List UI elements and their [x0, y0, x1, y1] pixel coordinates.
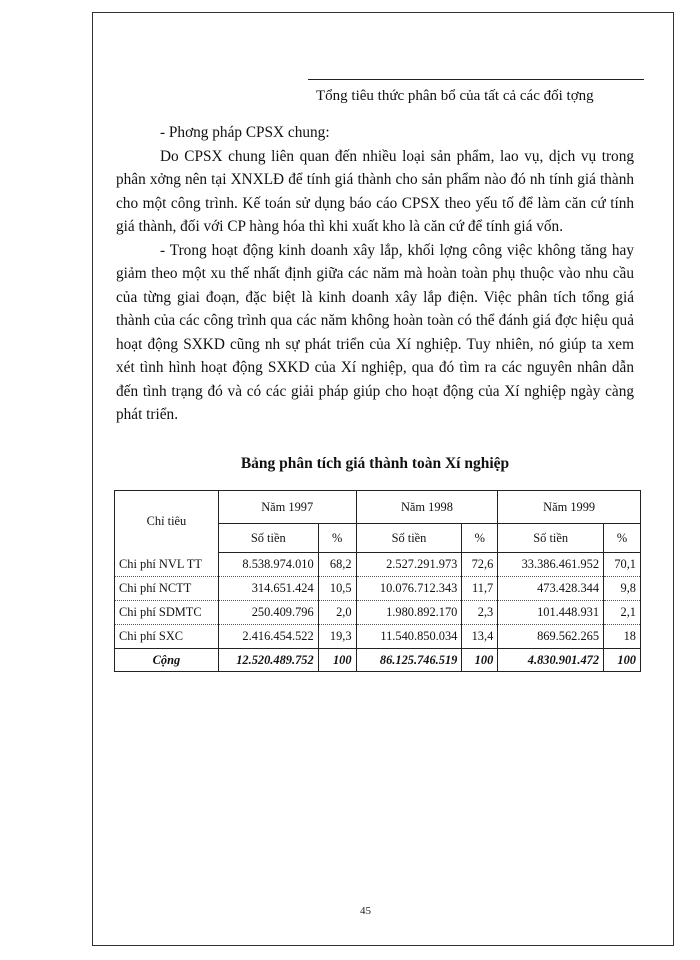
table-row — [115, 625, 641, 649]
header-year-1998: Năm 1998 — [356, 491, 498, 524]
percent-1999: 18 — [604, 625, 641, 649]
paragraph-overhead-cost: Do CPSX chung liên quan đến nhiều loại sản phẩm, lao vụ, dịch vụ trong phân xởng nên tại XNXLĐ để tính giá thành cho sản phẩm nào đó nh tính giá thành cho một công trình. Kế toán sử dụng báo cáo CPSX theo yếu tố để làm căn cứ tính giá thành, đối với CP hàng hóa thì khi xuất kho là căn cứ để tính giá vốn. — [116, 147, 634, 235]
amount-1998: 2.527.291.973 — [356, 553, 462, 577]
amount-1997: 8.538.974.010 — [218, 553, 318, 577]
percent-1998: 13,4 — [462, 625, 498, 649]
amount-1998: 1.980.892.170 — [356, 601, 462, 625]
total-percent-1999: 100 — [604, 649, 641, 672]
total-amount-1999: 4.830.901.472 — [498, 649, 604, 672]
paragraph-analysis: - Trong hoạt động kinh doanh xây lắp, khối lợng công việc không tăng hay giảm theo một xu thế nhất định giữa các năm mà hoàn toàn phụ thuộc vào nhu cầu của từng giai đoạn, đặc biệt là kinh doanh xây lắp điện. Việc phân tích tổng giá thành của các công trình qua các năm không hoàn toàn có thể đánh giá đợc hiệu quả hoạt động SXKD cũng nh sự phát triển của Xí nghiệp. Tuy nhiên, nó giúp ta xem xét tình hình hoạt động SXKD của Xí nghiệp, qua đó tìm ra các nguyên nhân dẫn đến tình trạng đó và có các giải pháp giúp cho hoạt động của Xí nghiệp ngày càng phát triển. — [116, 241, 634, 423]
subheader-percent: % — [318, 524, 356, 553]
total-percent-1997: 100 — [318, 649, 356, 672]
amount-1999: 33.386.461.952 — [498, 553, 604, 577]
percent-1999: 70,1 — [604, 553, 641, 577]
table-total-row — [115, 649, 641, 672]
amount-1999: 101.448.931 — [498, 601, 604, 625]
formula-denominator: Tổng tiêu thức phân bổ của tất cả các đối tợng — [316, 88, 594, 104]
row-label: Chi phí NCTT — [115, 577, 219, 601]
subheader-amount: Số tiền — [498, 524, 604, 553]
table-row — [115, 577, 641, 601]
cost-analysis-table — [114, 490, 641, 672]
total-amount-1997: 12.520.489.752 — [218, 649, 318, 672]
amount-1998: 10.076.712.343 — [356, 577, 462, 601]
header-year-1997: Năm 1997 — [218, 491, 356, 524]
row-label: Chi phí SXC — [115, 625, 219, 649]
subheader-amount: Số tiền — [218, 524, 318, 553]
percent-1997: 68,2 — [318, 553, 356, 577]
subheader-percent: % — [604, 524, 641, 553]
percent-1997: 10,5 — [318, 577, 356, 601]
percent-1998: 11,7 — [462, 577, 498, 601]
percent-1999: 9,8 — [604, 577, 641, 601]
amount-1999: 869.562.265 — [498, 625, 604, 649]
amount-1997: 250.409.796 — [218, 601, 318, 625]
amount-1997: 314.651.424 — [218, 577, 318, 601]
subheader-percent: % — [462, 524, 498, 553]
header-indicator: Chỉ tiêu — [115, 491, 219, 553]
percent-1999: 2,1 — [604, 601, 641, 625]
body-text — [116, 121, 634, 427]
amount-1999: 473.428.344 — [498, 577, 604, 601]
total-label: Cộng — [115, 649, 219, 672]
row-label: Chi phí SDMTC — [115, 601, 219, 625]
amount-1997: 2.416.454.522 — [218, 625, 318, 649]
table-row — [115, 553, 641, 577]
subheader-amount: Số tiền — [356, 524, 462, 553]
percent-1998: 2,3 — [462, 601, 498, 625]
percent-1997: 19,3 — [318, 625, 356, 649]
amount-1998: 11.540.850.034 — [356, 625, 462, 649]
paragraph-cost-method: - Phơng pháp CPSX chung: — [160, 124, 330, 141]
table-row — [115, 601, 641, 625]
fraction-line — [308, 79, 644, 80]
header-year-1999: Năm 1999 — [498, 491, 641, 524]
table-title: Bảng phân tích giá thành toàn Xí nghiệp — [240, 455, 510, 472]
percent-1998: 72,6 — [462, 553, 498, 577]
total-amount-1998: 86.125.746.519 — [356, 649, 462, 672]
percent-1997: 2,0 — [318, 601, 356, 625]
page-number: 45 — [360, 905, 371, 917]
total-percent-1998: 100 — [462, 649, 498, 672]
row-label: Chi phí NVL TT — [115, 553, 219, 577]
table-header-row — [115, 491, 641, 524]
